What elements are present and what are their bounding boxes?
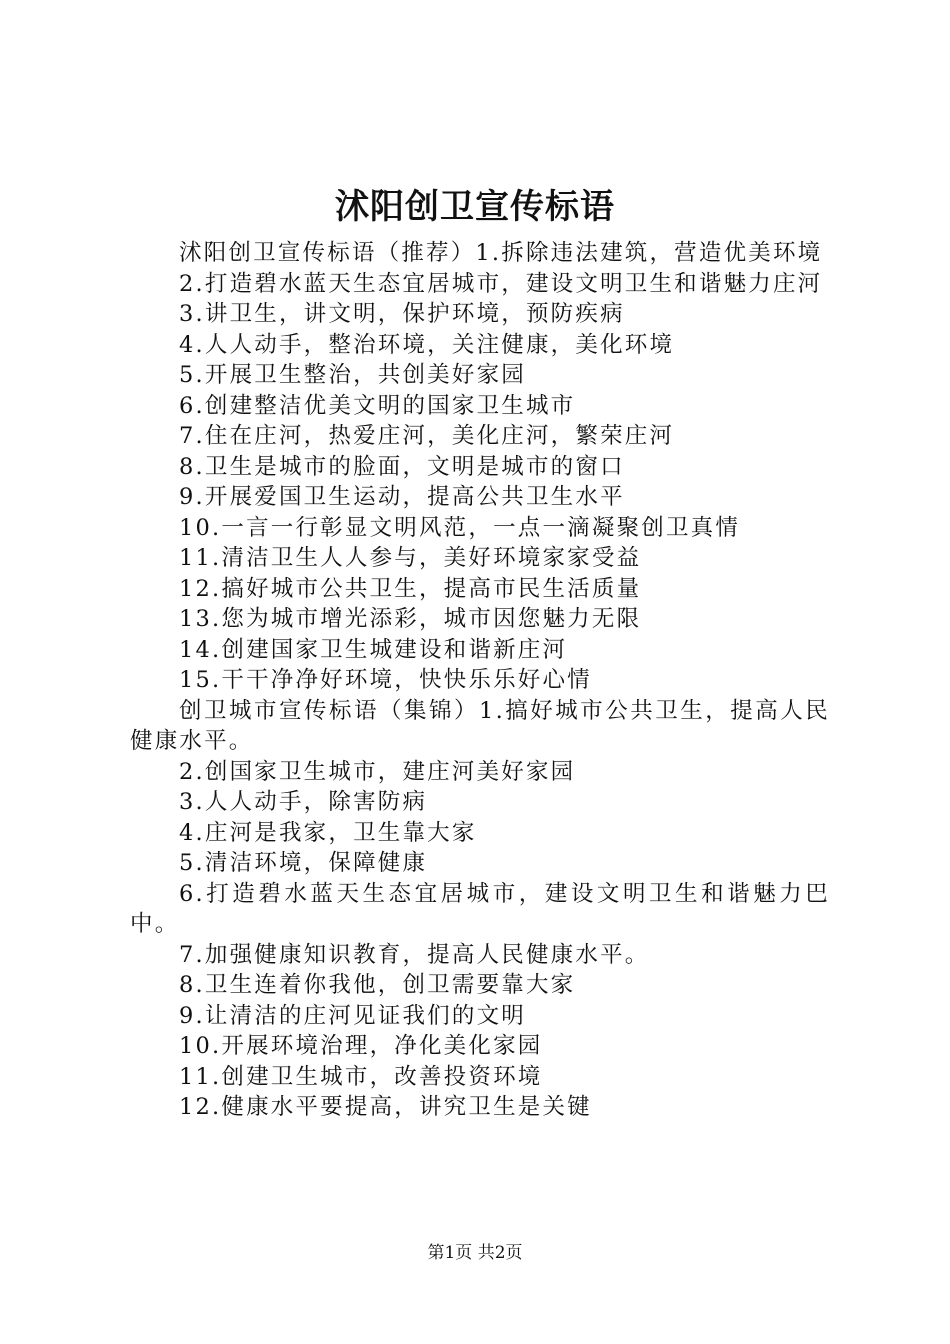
paragraph: 2.创国家卫生城市，建庄河美好家园 <box>179 758 576 785</box>
paragraph: 5.开展卫生整治，共创美好家园 <box>179 362 526 388</box>
paragraph: 10.一言一行彰显文明风范，一点一滴凝聚创卫真情 <box>179 514 741 541</box>
paragraph: 4.庄河是我家，卫生靠大家 <box>179 819 477 846</box>
paragraph: 11.清洁卫生人人参与，美好环境家家受益 <box>179 545 642 571</box>
paragraph: 6.创建整洁优美文明的国家卫生城市 <box>179 392 576 419</box>
paragraph: 8.卫生连着你我他，创卫需要靠大家 <box>179 972 576 998</box>
paragraph: 创卫城市宣传标语（集锦）1.搞好城市公共卫生，提高人民健康水平。 <box>130 697 830 754</box>
paragraph: 13.您为城市增光添彩，城市因您魅力无限 <box>179 606 642 632</box>
page-footer <box>0 1242 950 1264</box>
paragraph: 6.打造碧水蓝天生态宜居城市，建设文明卫生和谐魅力巴中。 <box>130 880 830 937</box>
paragraph: 15.干干净净好环境，快快乐乐好心情 <box>179 667 592 693</box>
paragraph: 12.健康水平要提高，讲究卫生是关键 <box>179 1094 592 1120</box>
paragraph: 2.打造碧水蓝天生态宜居城市，建设文明卫生和谐魅力庄河 <box>179 270 823 297</box>
paragraph: 8.卫生是城市的脸面，文明是城市的窗口 <box>179 453 625 480</box>
paragraph: 5.清洁环境，保障健康 <box>179 850 428 876</box>
paragraph: 沭阳创卫宣传标语（推荐）1.拆除违法建筑，营造优美环境 <box>179 240 823 266</box>
page-indicator: 第1页 共2页 <box>427 1243 523 1263</box>
paragraph: 14.创建国家卫生城建设和谐新庄河 <box>179 636 568 663</box>
paragraph: 3.讲卫生，讲文明，保护环境，预防疾病 <box>179 301 625 327</box>
paragraph: 7.住在庄河，热爱庄河，美化庄河，繁荣庄河 <box>179 423 675 449</box>
paragraph: 11.创建卫生城市，改善投资环境 <box>179 1063 543 1090</box>
paragraph: 12.搞好城市公共卫生，提高市民生活质量 <box>179 575 642 602</box>
paragraph: 3.人人动手，除害防病 <box>179 789 428 815</box>
paragraph: 9.让清洁的庄河见证我们的文明 <box>179 1002 526 1029</box>
paragraph: 9.开展爱国卫生运动，提高公共卫生水平 <box>179 484 625 510</box>
paragraph: 4.人人动手，整治环境，关注健康，美化环境 <box>179 331 675 358</box>
paragraph: 10.开展环境治理，净化美化家园 <box>179 1033 543 1059</box>
document-body <box>130 238 830 1123</box>
paragraph: 7.加强健康知识教育，提高人民健康水平。 <box>179 941 650 968</box>
document-title: 沭阳创卫宣传标语 <box>335 187 615 227</box>
